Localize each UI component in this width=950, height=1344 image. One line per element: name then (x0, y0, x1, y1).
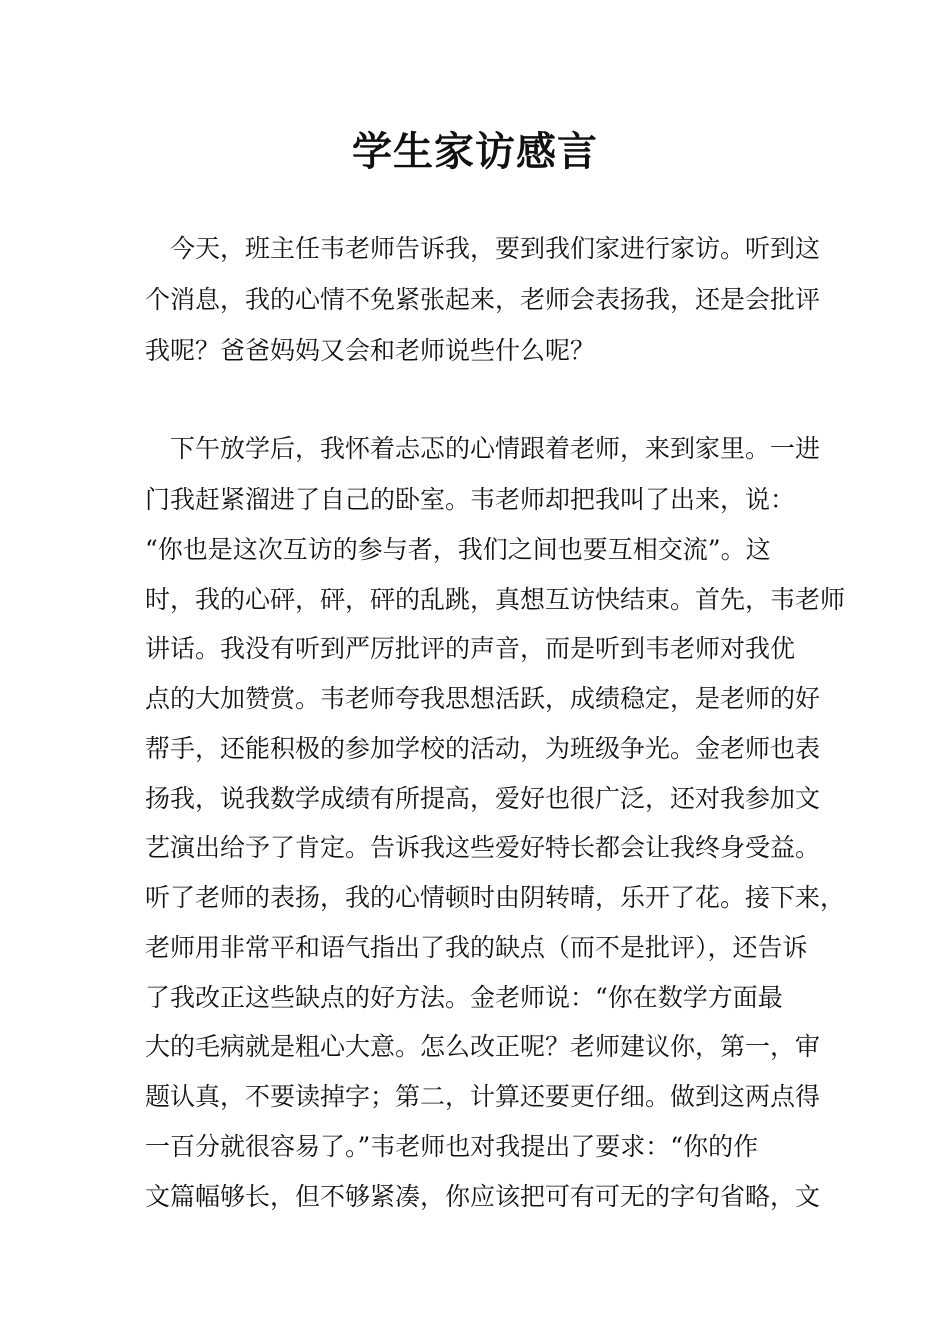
paragraph-line: 艺演出给予了肯定。告诉我这些爱好特长都会让我终身受益。 (145, 833, 821, 862)
paragraph-line: 一百分就很容易了。”韦老师也对我提出了要求：“你的作 (145, 1132, 759, 1161)
paragraph-line: 大的毛病就是粗心大意。怎么改正呢？老师建议你，第一，审 (145, 1032, 821, 1061)
paragraph-line: “你也是这次互访的参与者，我们之间也要互相交流”。这 (145, 535, 771, 564)
paragraph-line: 今天，班主任韦老师告诉我，要到我们家进行家访。听到这 (170, 234, 821, 263)
paragraph-line: 文篇幅够长，但不够紧凑，你应该把可有可无的字句省略，文 (145, 1182, 821, 1211)
paragraph-line: 了我改正这些缺点的好方法。金老师说：“你在数学方面最 (145, 983, 783, 1012)
paragraph-line: 听了老师的表扬，我的心情顿时由阴转晴，乐开了花。接下来， (145, 883, 846, 912)
paragraph-line: 个消息，我的心情不免紧张起来，老师会表扬我，还是会批评 (145, 285, 821, 314)
paragraph-line: 扬我，说我数学成绩有所提高，爱好也很广泛，还对我参加文 (145, 784, 821, 813)
document-title: 学生家访感言 (352, 128, 598, 175)
paragraph-line: 下午放学后，我怀着忐忑的心情跟着老师，来到家里。一进 (170, 434, 821, 463)
paragraph-line: 讲话。我没有听到严厉批评的声音，而是听到韦老师对我优 (145, 634, 796, 663)
paragraph-line: 时，我的心砰，砰，砰的乱跳，真想互访快结束。首先，韦老师 (145, 585, 846, 614)
paragraph-line: 题认真，不要读掉字；第二，计算还要更仔细。做到这两点得 (145, 1082, 821, 1111)
paragraph-line: 老师用非常平和语气指出了我的缺点（而不是批评），还告诉 (145, 933, 808, 962)
paragraph-line: 点的大加赞赏。韦老师夸我思想活跃，成绩稳定，是老师的好 (145, 684, 821, 713)
paragraph-line: 我呢？爸爸妈妈又会和老师说些什么呢？ (145, 336, 596, 365)
paragraph-line: 门我赶紧溜进了自己的卧室。韦老师却把我叫了出来，说： (145, 485, 796, 514)
paragraph-line: 帮手，还能积极的参加学校的活动，为班级争光。金老师也表 (145, 734, 821, 763)
